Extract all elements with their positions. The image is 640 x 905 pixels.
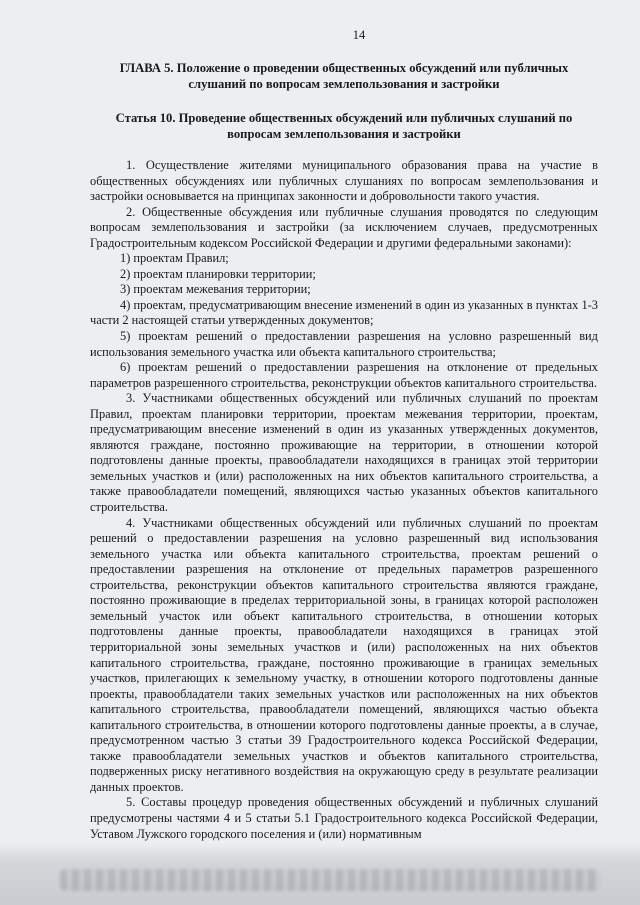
paragraph-2: 2. Общественные обсуждения или публичные слушания проводятся по следующим вопросам землепользования и застройки (за исключением случаев, предусмотренных Градостроительным кодексом Российской Федерации и другими федеральными законами):: [90, 204, 598, 250]
list-item: 6) проектам решений о предоставлении разрешения на отклонение от предельных параметров разрешенного строительства, реконструкции объектов капитального строительства.: [90, 360, 598, 390]
paragraph-5: 5. Составы процедур проведения общественных обсуждений и публичных слушаний предусмотрены частями 4 и 5 статьи 5.1 Градостроительного кодекса Российской Федерации, Уставом Лужского городского поселения и (или) нормативным: [90, 795, 598, 841]
paragraph-1: 1. Осуществление жителями муниципального образования права на участие в общественных обсуждениях или публичных слушаниях по вопросам землепользования и застройки основывается на принципах законности и добровольности такого участия.: [90, 158, 598, 204]
page-number: 14: [352, 28, 366, 42]
scan-artifact: [60, 869, 600, 891]
list-item: 5) проектам решений о предоставлении разрешения на условно разрешенный вид использования земельного участка или объекта капитального строительства;: [90, 329, 598, 359]
paragraph-4: 4. Участниками общественных обсуждений или публичных слушаний по проектам решений о предоставлении разрешения на условно разрешенный вид использования земельного участка или объекта капитального строительства, проектам решений о предоставлении разрешения на отклонение от предельных параметров разрешенного строительства, реконструкции объектов капитального строительства являются граждане, постоянно проживающие в пределах территориальной зоны, в границах которой расположен земельный участок или объект капитального строительства, в отношении которых подготовлены данные проекты, правообладатели находящихся в границах этой территориальной зоны земельных участков и (или) расположенных на них объектов капитального строительства, граждане, постоянно проживающие в границах земельных участков, прилегающих к земельному участку, в отношении которого подготовлены данные проекты, правообладатели таких земельных участков или расположенных на них объектов капитального строительства, правообладатели помещений, являющихся частью объекта капитального строительства, в отношении которого подготовлены данные проекты, а в случае, предусмотренном частью 3 статьи 39 Градостроительного кодекса Российской Федерации, также правообладатели земельных участков и объектов капитального строительства, подверженных риску негативного воздействия на окружающую среду в результате реализации данных проектов.: [90, 515, 598, 794]
list-item: 1) проектам Правил;: [120, 251, 229, 266]
list-item: 4) проектам, предусматривающим внесение изменений в один из указанных в пунктах 1-3 части 2 настоящей статьи утвержденных документов;: [90, 297, 598, 328]
list-item: 3) проектам межевания территории;: [120, 282, 311, 297]
list-item: 2) проектам планировки территории;: [120, 266, 316, 281]
article-title: Статья 10. Проведение общественных обсуждений или публичных слушаний по вопросам землепользования и застройки: [115, 111, 573, 141]
paragraph-3: 3. Участниками общественных обсуждений или публичных слушаний по проектам Правил, проектам планировки территории, проектам межевания территории, проектам, предусматривающим внесение изменений в один из указанных утвержденных документов, являются граждане, постоянно проживающие на территории, в отношении которой подготовлены данные проекты, правообладатели находящихся в границах этой территории земельных участков и (или) расположенных на них объектов капитального строительства, а также правообладатели помещений, являющихся частью указанных объектов капитального строительства.: [90, 391, 598, 515]
chapter-title: ГЛАВА 5. Положение о проведении общественных обсуждений или публичных слушаний по вопросам землепользования и застройки: [119, 61, 569, 91]
article-body: [90, 158, 598, 842]
